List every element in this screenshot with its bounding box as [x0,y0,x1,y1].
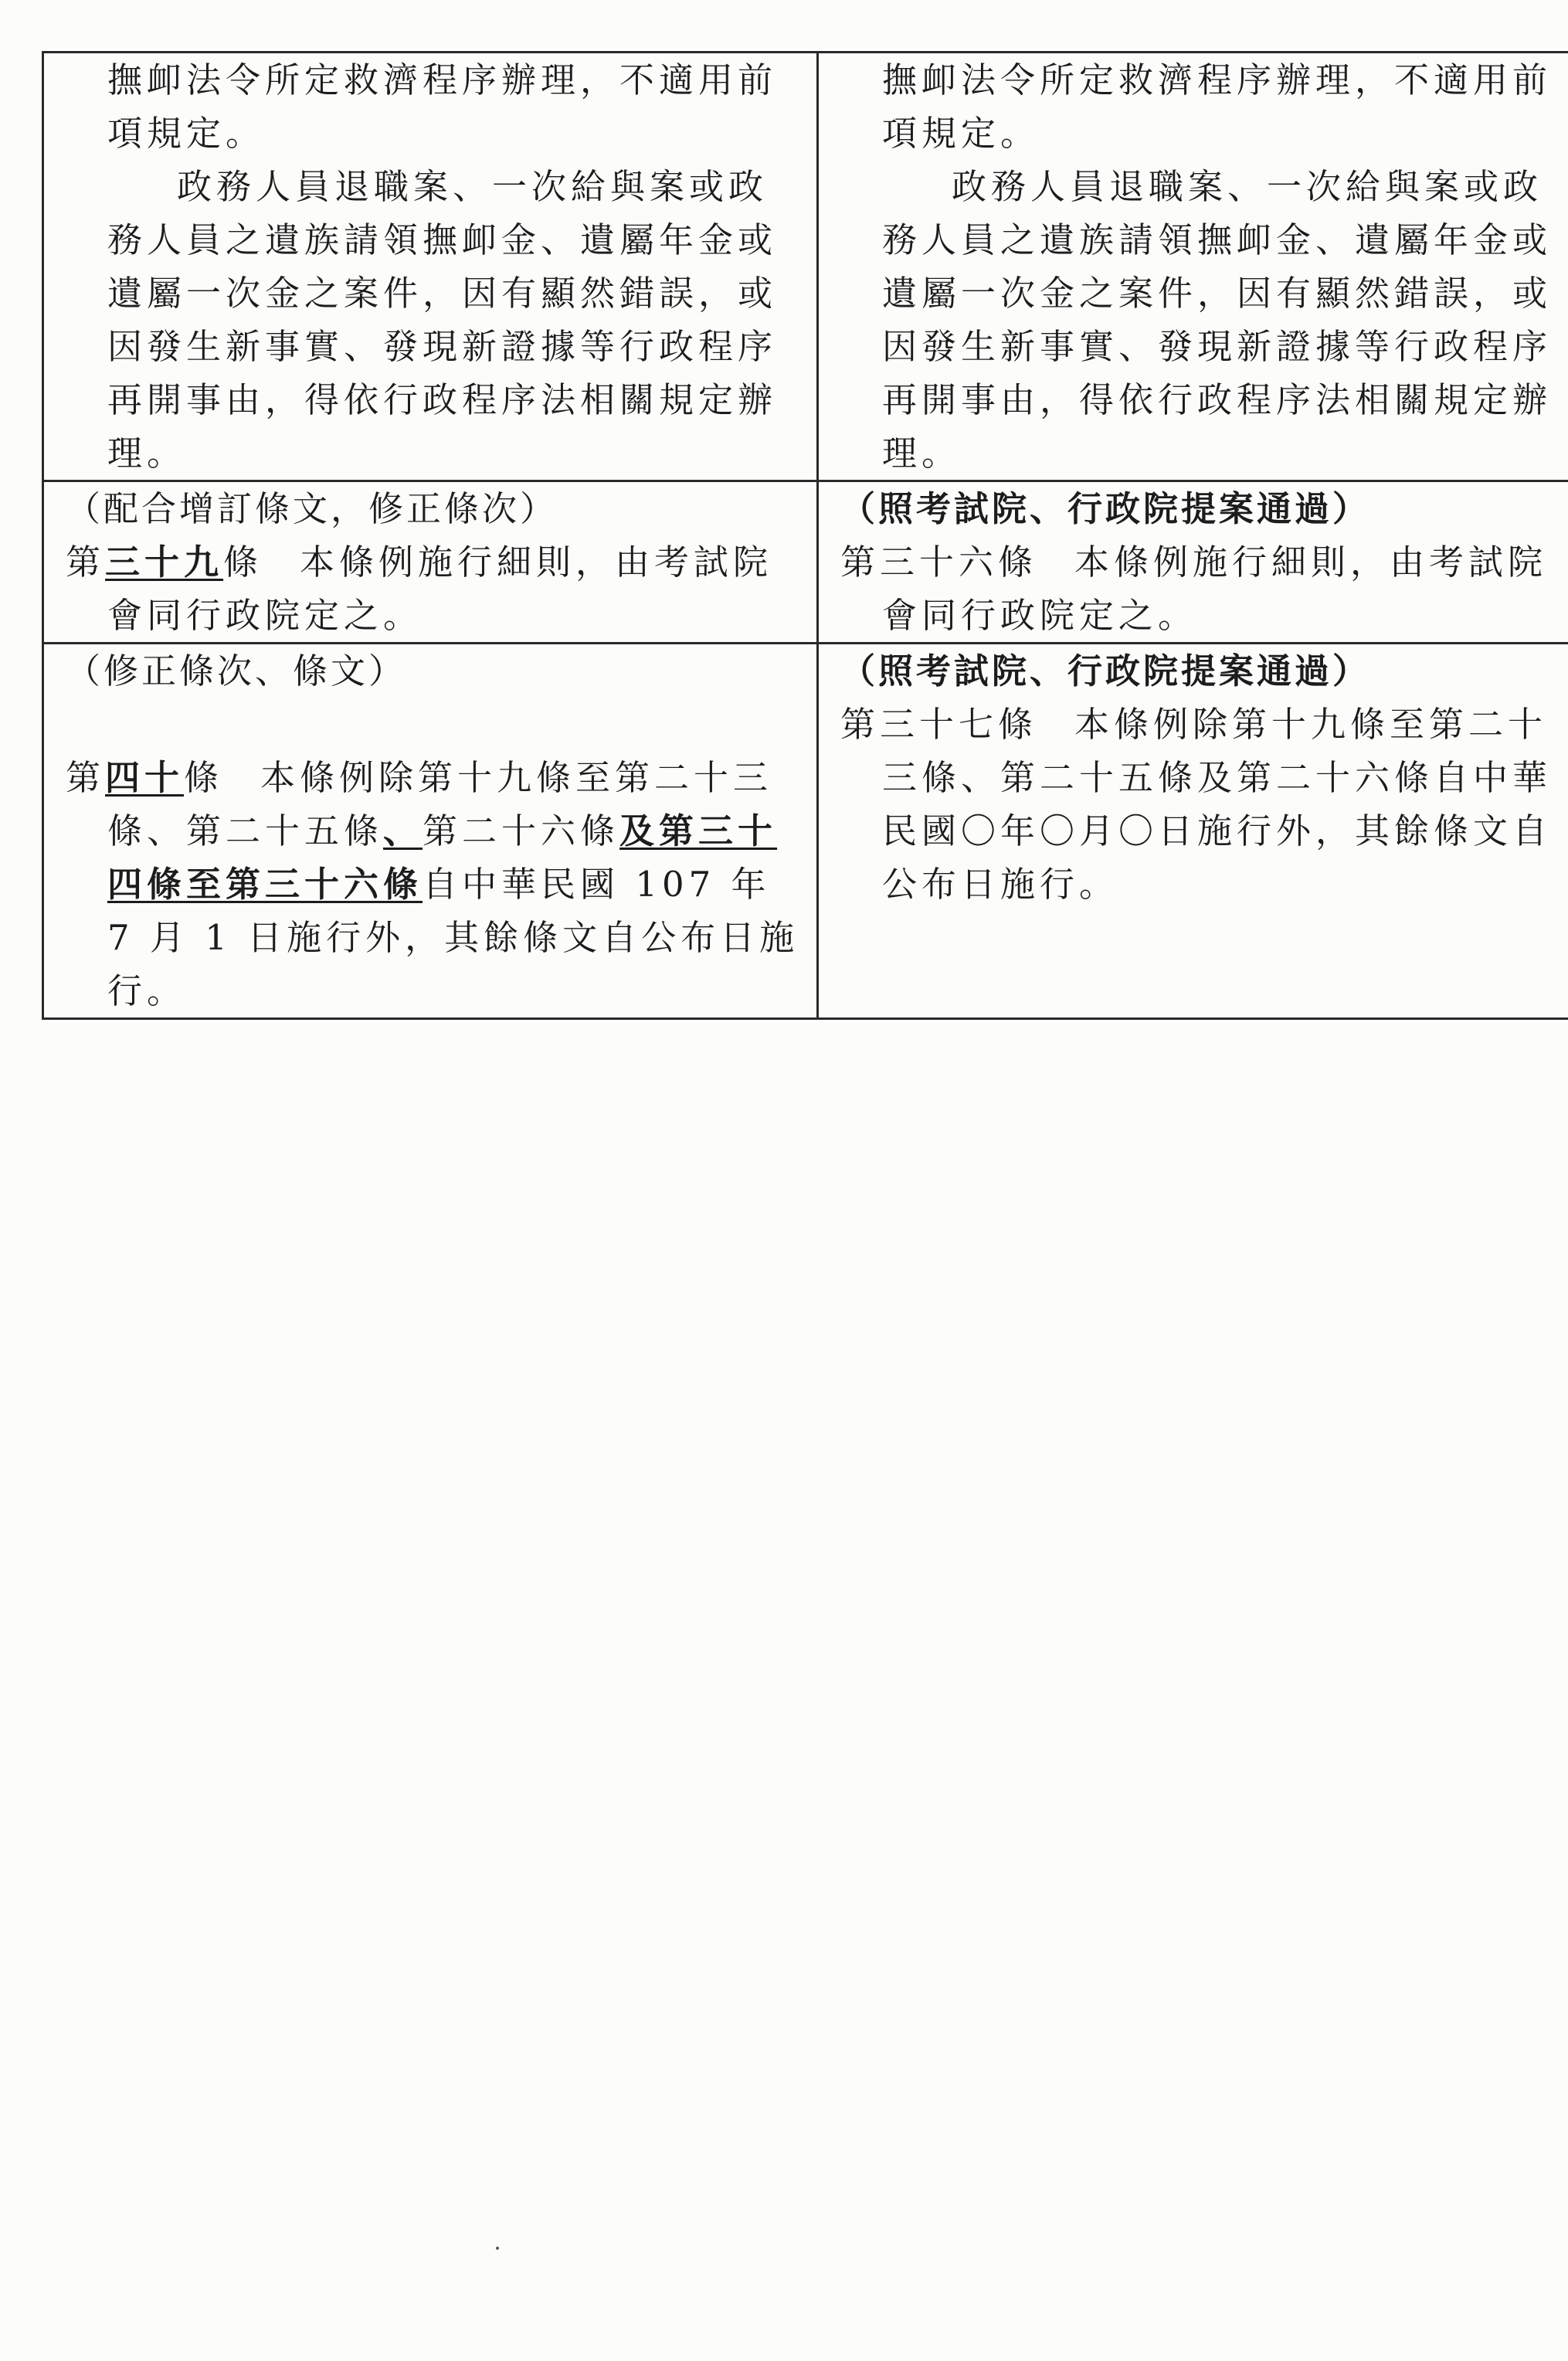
article-heading: 第三十六條 [840,542,1038,583]
original-text-cell [818,481,1568,644]
article-prefix: 第 [66,757,106,798]
original-text-cell [818,644,1568,1019]
paragraph-text: 政務人員退職案、一次給與案或政務人員之遺族請領撫卹金、遺屬年金或遺屬一次金之案件，因有顯然錯誤，或因發生新事實、發現新證據等行政程序再開事由，得依行政程序法相關規定辦理。 [107,166,778,474]
amended-text-cell [43,53,818,481]
article-suffix: 條 [223,542,263,583]
article-body: 本條例除第十九條至第二十三條、第二十五條及第二十六條自中華民國〇年〇月〇日施行外，其餘條文自公布日施行。 [882,704,1553,905]
article-suffix: 條 [184,757,224,798]
amendment-note: （照考試院、行政院提案通過） [840,488,1371,529]
amended-text-cell [43,644,818,1019]
article-body: 本條例施行細則，由考試院會同行政院定之。 [107,542,773,636]
amendment-note: （修正條次、條文） [66,651,407,691]
article-prefix: 第 [66,542,106,583]
comparison-table [42,51,1568,1020]
article-text [840,535,1568,642]
article-number-amended: 三十九 [105,542,224,583]
continuation-text: 撫卹法令所定救濟程序辦理，不適用前項規定。 [107,59,778,154]
article-text [66,535,799,642]
table-row [43,53,1568,481]
article-heading: 第三十七條 [840,704,1038,745]
article-body: 第二十六條 [423,810,620,851]
amended-text-cell [43,481,818,644]
article-number-amended: 四十 [105,757,185,798]
table-row [43,644,1568,1019]
article-body: 自中華民國 107 年 7 月 1 日施行外，其餘條文自公布日施行。 [107,864,799,1011]
scan-speck [496,2247,499,2250]
amended-clause: 及第三十四條至第三十六條 [107,810,778,905]
paragraph-text: 政務人員退職案、一次給與案或政務人員之遺族請領撫卹金、遺屬年金或遺屬一次金之案件，因有顯然錯誤，或因發生新事實、發現新證據等行政程序再開事由，得依行政程序法相關規定辦理。 [882,166,1553,474]
amendment-note: （照考試院、行政院提案通過） [840,651,1371,691]
article-body: 本條例除第十九條至第二十三條、第二十五條 [107,757,773,851]
continuation-text: 撫卹法令所定救濟程序辦理，不適用前項規定。 [882,59,1553,154]
amended-punctuation: 、 [383,810,423,851]
article-body: 本條例施行細則，由考試院會同行政院定之。 [882,542,1548,636]
amendment-note: （配合增訂條文，修正條次） [66,488,558,529]
article-text [66,751,799,1017]
original-text-cell [818,53,1568,481]
article-text [840,698,1568,911]
table-row [43,481,1568,644]
